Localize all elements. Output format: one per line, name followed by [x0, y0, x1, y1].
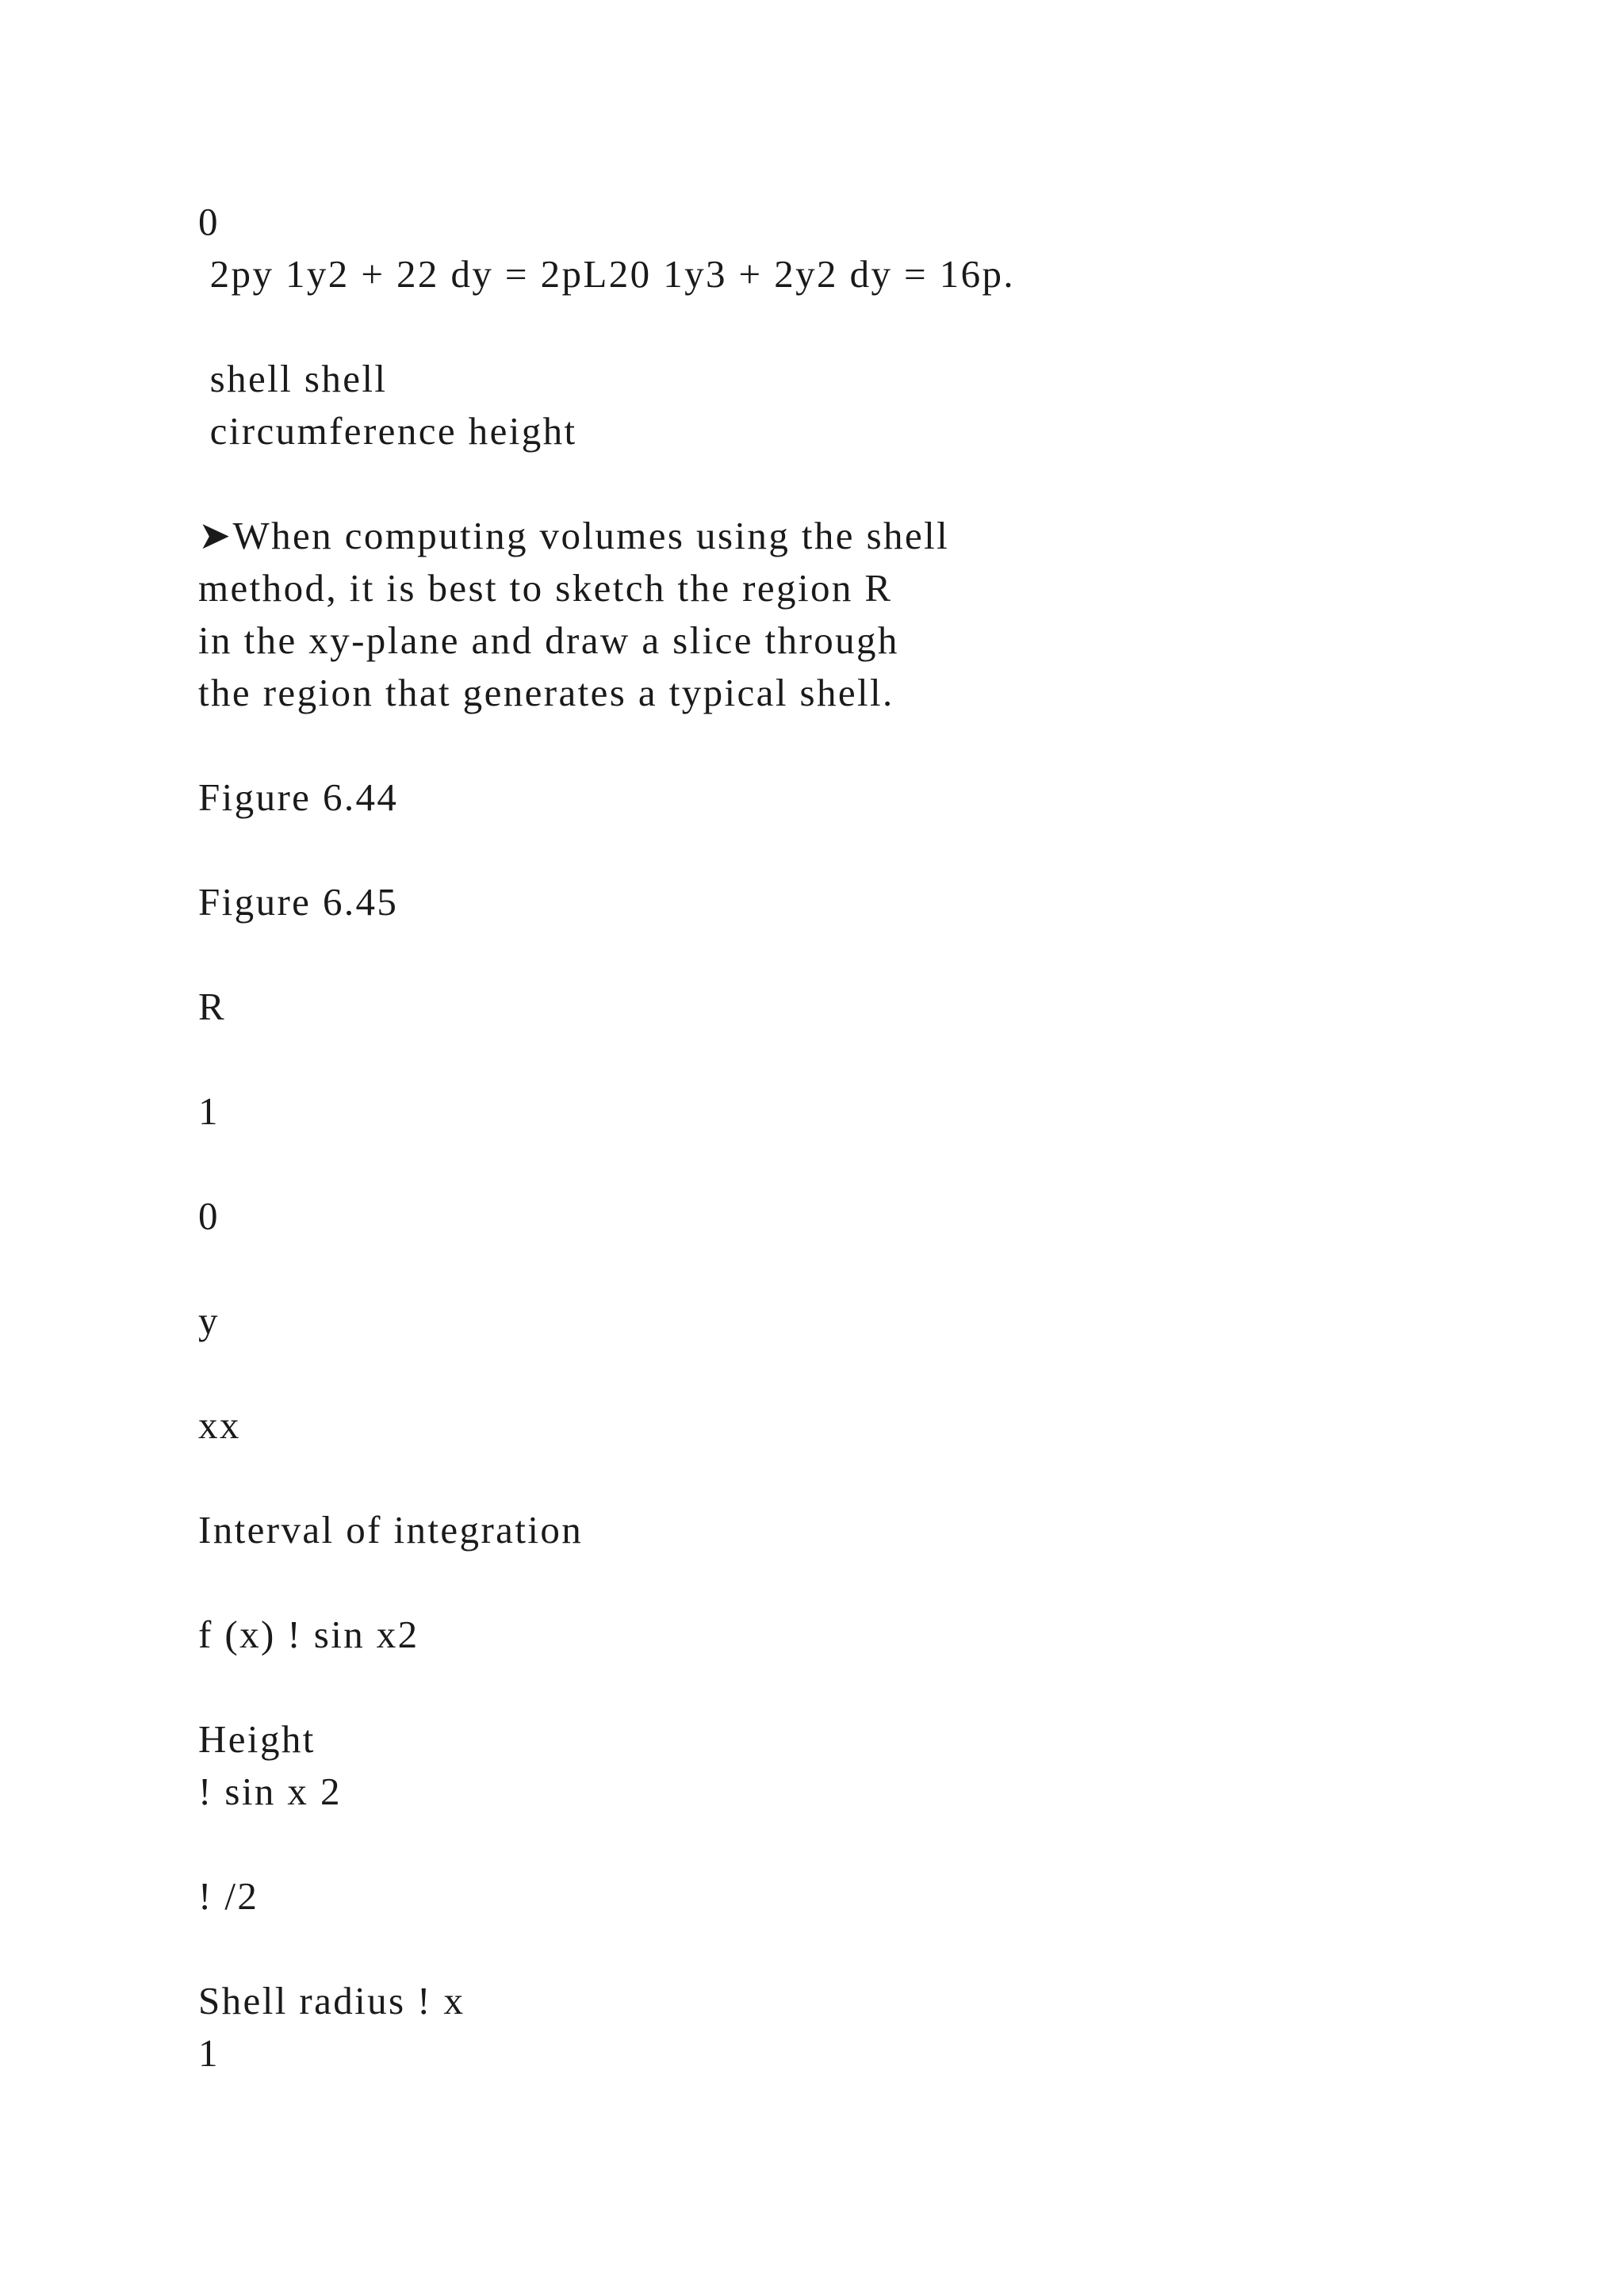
- text-line-zero: 0: [198, 1194, 220, 1238]
- text-line-interval: Interval of integration: [198, 1508, 584, 1552]
- text-line-height-label: Height: [198, 1717, 316, 1761]
- text-line-shell-labels: shell shell: [198, 357, 388, 400]
- figure-caption-6-45: Figure 6.45: [198, 880, 399, 924]
- text-line-y-axis: y: [198, 1299, 220, 1342]
- text-line-tip-2: method, it is best to sketch the region R: [198, 566, 893, 610]
- text-line-xx: xx: [198, 1403, 241, 1447]
- figure-caption-6-44: Figure 6.44: [198, 775, 399, 819]
- text-line-one: 1: [198, 1089, 220, 1133]
- text-line-limit-zero: 0: [198, 200, 220, 243]
- text-line-bound: ! /2: [198, 1874, 259, 1918]
- text-line-tip-1: ➤When computing volumes using the shell: [198, 514, 950, 557]
- text-line-tip-3: in the xy-plane and draw a slice through: [198, 618, 899, 662]
- text-line-height-value: ! sin x 2: [198, 1770, 342, 1813]
- text-line-function: f (x) ! sin x2: [198, 1613, 419, 1656]
- text-line-shell-sublabels: circumference height: [198, 409, 577, 453]
- text-line-shell-radius: Shell radius ! x: [198, 1979, 465, 2022]
- text-line-one-bottom: 1: [198, 2031, 220, 2075]
- text-line-region-label: R: [198, 985, 227, 1028]
- text-line-tip-4: the region that generates a typical shell.: [198, 671, 894, 714]
- text-line-integral-equation: 2py 1y2 + 22 dy = 2pL20 1y3 + 2y2 dy = 16p.: [198, 252, 1016, 296]
